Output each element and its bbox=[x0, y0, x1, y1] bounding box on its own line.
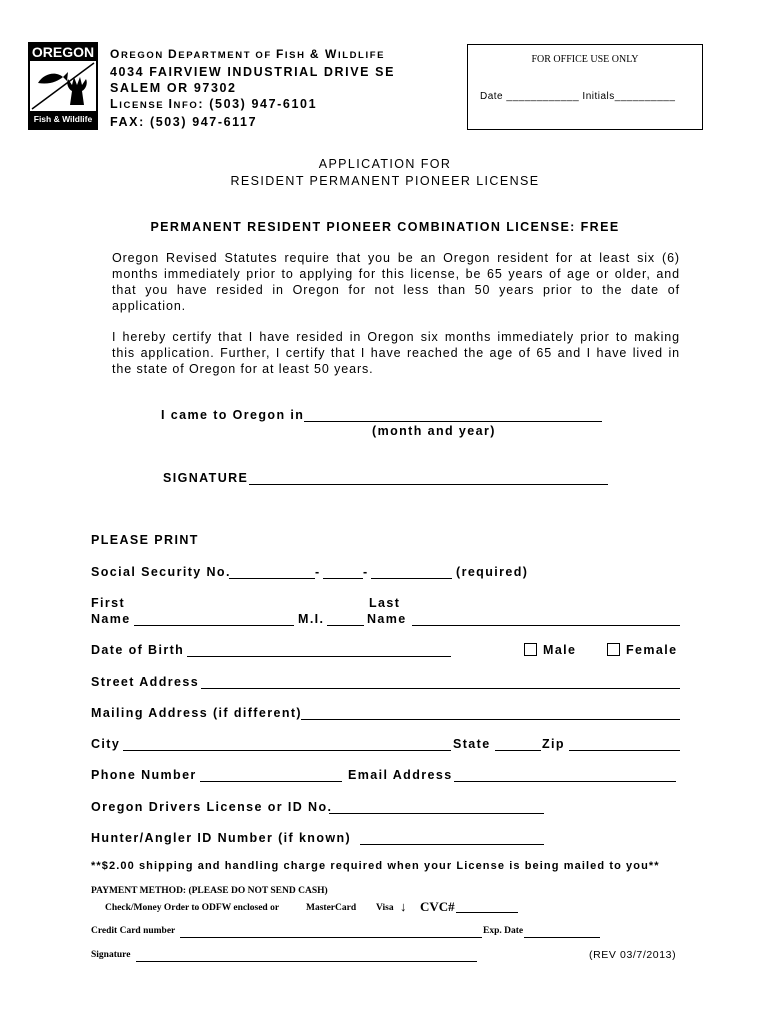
first-name-label-line1: First bbox=[91, 596, 126, 610]
state-label: State bbox=[453, 737, 491, 751]
ssn-dash: - bbox=[315, 565, 321, 579]
last-name-input[interactable] bbox=[412, 625, 680, 626]
dob-label: Date of Birth bbox=[91, 643, 185, 657]
credit-card-number-input[interactable] bbox=[180, 937, 482, 938]
male-checkbox[interactable] bbox=[524, 643, 537, 656]
payment-signature-label: Signature bbox=[91, 950, 131, 960]
came-to-oregon-label: I came to Oregon in bbox=[161, 408, 305, 422]
signature-input[interactable] bbox=[249, 484, 608, 485]
agency-fax: FAX: (503) 947-6117 bbox=[110, 115, 258, 129]
email-label: Email Address bbox=[348, 768, 453, 782]
came-to-oregon-input[interactable] bbox=[304, 421, 602, 422]
ssn-part3-input[interactable] bbox=[371, 578, 452, 579]
form-subtitle: PERMANENT RESIDENT PIONEER COMBINATION LICENSE: FREE bbox=[150, 220, 620, 234]
street-address-label: Street Address bbox=[91, 675, 200, 689]
state-input[interactable] bbox=[495, 750, 541, 751]
exp-date-input[interactable] bbox=[524, 937, 600, 938]
ssn-label: Social Security No. bbox=[91, 565, 231, 579]
mi-label: M.I. bbox=[298, 612, 325, 626]
zip-label: Zip bbox=[542, 737, 565, 751]
first-name-input[interactable] bbox=[134, 625, 294, 626]
street-address-input[interactable] bbox=[201, 688, 680, 689]
revision-date: (REV 03/7/2013) bbox=[589, 949, 677, 961]
agency-header bbox=[110, 46, 395, 130]
first-name-label-line2: Name bbox=[91, 612, 131, 626]
odfw-logo bbox=[28, 42, 98, 130]
agency-name: OREGON DEPARTMENT OF FISH & WILDLIFE bbox=[110, 47, 386, 61]
arrow-down-icon: ↓ bbox=[400, 899, 407, 914]
email-input[interactable] bbox=[454, 781, 676, 782]
office-date-initials: Date ____________ Initials__________ bbox=[480, 91, 676, 102]
city-label: City bbox=[91, 737, 121, 751]
hunter-id-label: Hunter/Angler ID Number (if known) bbox=[91, 831, 352, 845]
cvc-input[interactable] bbox=[456, 912, 518, 913]
office-use-title: FOR OFFICE USE ONLY bbox=[531, 54, 639, 65]
residency-requirement-text: Oregon Revised Statutes require that you be an Oregon resident for at least six (6) months immediately prior to applying for this license, be 65 years of age or older, and that you have resided in Oregon for not less than 50 years prior to the date of application. bbox=[112, 251, 680, 313]
drivers-license-label: Oregon Drivers License or ID No. bbox=[91, 800, 333, 814]
cvc-label: CVC# bbox=[420, 899, 455, 914]
ssn-required-note: (required) bbox=[456, 565, 529, 579]
payment-method-title: PAYMENT METHOD: (PLEASE DO NOT SEND CASH) bbox=[91, 886, 328, 896]
form-title-line2: RESIDENT PERMANENT PIONEER LICENSE bbox=[230, 174, 540, 188]
male-label: Male bbox=[543, 643, 577, 657]
logo-bottom-text: Fish & Wildlife bbox=[30, 111, 96, 128]
mi-input[interactable] bbox=[327, 625, 364, 626]
female-checkbox[interactable] bbox=[607, 643, 620, 656]
please-print-label: PLEASE PRINT bbox=[91, 533, 199, 547]
mailing-address-input[interactable] bbox=[301, 719, 680, 720]
certification-text: I hereby certify that I have resided in Oregon six months immediately prior to making this application. Further, I certify that I have reached the age of 65 and I have lived in the state of Oregon for at least 50 years. bbox=[112, 330, 680, 376]
fish-and-deer-icon bbox=[30, 61, 96, 111]
city-input[interactable] bbox=[123, 750, 451, 751]
logo-top-text: OREGON bbox=[31, 44, 95, 60]
last-name-label-line2: Name bbox=[367, 612, 407, 626]
agency-license-info: LICENSE INFO: (503) 947-6101 bbox=[110, 97, 318, 111]
credit-card-number-label: Credit Card number bbox=[91, 926, 176, 936]
month-year-hint: (month and year) bbox=[372, 424, 496, 438]
agency-address-line2: SALEM OR 97302 bbox=[110, 81, 237, 95]
zip-input[interactable] bbox=[569, 750, 680, 751]
ssn-part2-input[interactable] bbox=[323, 578, 363, 579]
phone-input[interactable] bbox=[200, 781, 342, 782]
office-use-box bbox=[467, 44, 703, 130]
exp-date-label: Exp. Date bbox=[483, 926, 524, 936]
ssn-part1-input[interactable] bbox=[229, 578, 315, 579]
hunter-id-input[interactable] bbox=[360, 844, 544, 845]
shipping-note: **$2.00 shipping and handling charge required when your License is being mailed to you** bbox=[91, 860, 660, 872]
payment-check-option: Check/Money Order to ODFW enclosed or bbox=[105, 903, 280, 913]
ssn-dash: - bbox=[363, 565, 369, 579]
signature-label: SIGNATURE bbox=[163, 471, 249, 485]
payment-visa-option: Visa bbox=[376, 903, 394, 913]
drivers-license-input[interactable] bbox=[329, 813, 544, 814]
female-label: Female bbox=[626, 643, 678, 657]
last-name-label-line1: Last bbox=[369, 596, 401, 610]
agency-address-line1: 4034 FAIRVIEW INDUSTRIAL DRIVE SE bbox=[110, 65, 396, 79]
phone-label: Phone Number bbox=[91, 768, 197, 782]
payment-mastercard-option: MasterCard bbox=[306, 903, 357, 913]
mailing-address-label: Mailing Address (if different) bbox=[91, 706, 302, 720]
payment-signature-input[interactable] bbox=[136, 961, 477, 962]
form-title-line1: APPLICATION FOR bbox=[318, 157, 452, 171]
dob-input[interactable] bbox=[187, 656, 451, 657]
